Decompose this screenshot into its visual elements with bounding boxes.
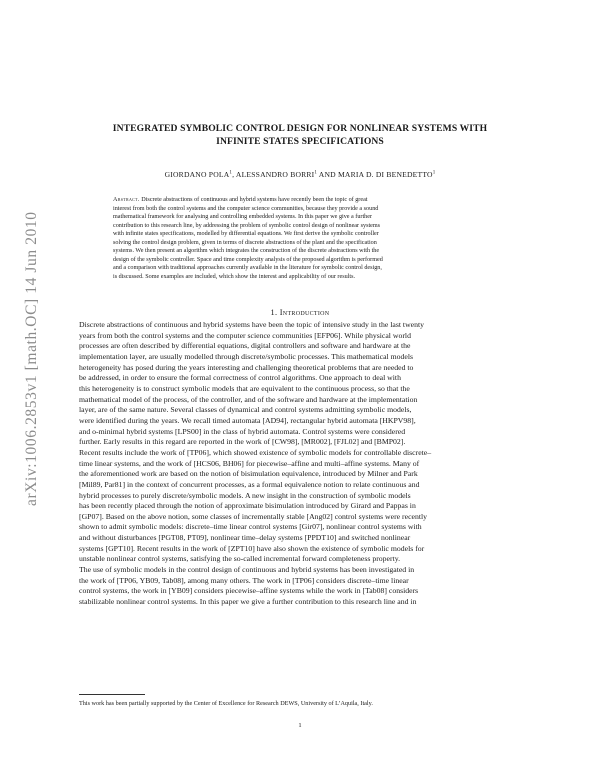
abstract-line [113, 196, 488, 205]
body-line: stabilizable nonlinear control systems. In this paper we give a further contribution to this research line and in [79, 597, 417, 607]
abstract-line: contribution to this research line, by addressing the problem of symbolic control design of nonlinear systems [113, 222, 381, 229]
footnote-rule [79, 694, 145, 695]
body-line: and without disturbances [PGT08, PT09], nonlinear time–delay systems [PPDT10] and switched nonlinear [79, 533, 411, 543]
body-line: Recent results include the work of [TP06], which showed existence of symbolic models for controllable discrete– [79, 447, 432, 457]
body-line: control systems, the work in [YB09] considers piecewise–affine systems while the work in [Tab08] considers [79, 586, 419, 596]
body-line: this heterogeneity is to construct symbolic models that are equivalent to the continuous process, so that the [79, 383, 410, 393]
title-line: INFINITE STATES SPECIFICATIONS [216, 136, 384, 147]
author-separator: AND [317, 170, 338, 179]
body-line: [GP07]. Based on the above notion, some classes of incrementally stable [Ang02] control systems were recently [79, 511, 428, 521]
body-line: and o-minimal hybrid systems [LPS00] in the class of hybrid automata. Control systems were considered [79, 426, 406, 436]
body-line: mathematical model of the process, of the controller, and of the software and hardware at the implementation [79, 394, 418, 404]
body-line: processes are often described by differential equations, digital controllers and software and hardware at the [79, 341, 411, 351]
body-line: shown to admit symbolic models: discrete–time linear control systems [Gir07], nonlinear control systems with [79, 522, 422, 532]
affiliation-mark: 1 [432, 170, 436, 176]
body-line: [Mil89, Par81] in the context of concurrent processes, as a formal equivalence notion to relate continuous and [79, 479, 420, 489]
footnote: This work has been partially supported by the Center of Excellence for Research DEWS, University of L’Aquila, Italy. [79, 700, 373, 707]
abstract [113, 196, 488, 281]
body-line: implementation layer, are usually modelled through discrete/symbolic processes. This mathematical models [79, 351, 413, 361]
title-line: INTEGRATED SYMBOLIC CONTROL DESIGN FOR NONLINEAR SYSTEMS WITH [112, 123, 488, 134]
abstract-line: systems. We then present an algorithm which integrates the construction of the discrete abstractions with the [113, 248, 380, 255]
abstract-line: and a comparison with traditional approaches currently available in the literature for symbolic control design, [113, 265, 382, 272]
abstract-line: is discussed. Some examples are included, which show the interest and applicability of our results. [113, 273, 355, 280]
body-line: has been recently placed through the notion of approximate bisimulation introduced by Girard and Pappas in [79, 501, 416, 511]
abstract-line: mathematical framework for analysing and controlling embedded systems. In this paper we give a further [113, 214, 373, 221]
arxiv-identifier: arXiv:1006.2853v1 [math.OC] 14 Jun 2010 [23, 211, 40, 506]
author-separator: , [232, 170, 236, 179]
introduction-body [79, 320, 522, 608]
author-list [80, 170, 520, 179]
abstract-line: solving the control design problem, given in terms of discrete abstractions of the plant and the specification [113, 239, 377, 246]
author-name: ALESSANDRO BORRI [235, 170, 315, 179]
abstract-line: interest from both the control systems and the computer science communities, because they provide a sound [113, 205, 379, 212]
body-line: further. Early results in this regard are reported in the work of [CW98], [MR002], [FJL02] and [BMP02]. [79, 437, 406, 447]
affiliation-mark: 1 [229, 170, 233, 176]
body-line: unstable nonlinear control systems, satisfying the so-called incremental forward completeness property. [79, 554, 401, 564]
page-number: 1 [298, 722, 302, 729]
body-line: the work of [TP06, YB09, Tab08], among many others. The work in [TP06] considers discrete–time linear [79, 575, 409, 585]
body-line: time linear systems, and the work of [HCS06, BH06] for piecewise–affine and multi–affine systems. Many of [79, 458, 420, 468]
body-line: systems [GPT10]. Recent results in the work of [ZPT10] have also shown the existence of symbolic models for [79, 543, 425, 553]
abstract-line: with infinite states specifications, modelled by differential equations. We first derive the symbolic controller [113, 231, 379, 238]
body-line: hybrid processes to purely discrete/symbolic models. A new insight in the construction of symbolic models [79, 490, 411, 500]
body-line: the aforementioned work are based on the notion of bisimulation equivalence, introduced by Milner and Park [79, 469, 418, 479]
body-line: The use of symbolic models in the control design of continuous and hybrid systems has been investigated in [79, 565, 415, 575]
body-line: layer, are of the same nature. Several classes of dynamical and control systems admitting symbolic models, [79, 405, 412, 415]
abstract-line: design of the symbolic controller. Space and time complexity analysis of the proposed algorithm is performed [113, 256, 383, 263]
abstract-text: Discrete abstractions of continuous and hybrid systems have recently been the topic of great [141, 197, 368, 203]
affiliation-mark: 1 [314, 170, 318, 176]
body-line: be addressed, in order to ensure the formal correctness of control algorithms. One approach to deal with [79, 373, 401, 383]
author-name: GIORDANO POLA [164, 170, 230, 179]
abstract-label: Abstract. [113, 197, 140, 203]
section-heading: 1. Introduction [270, 308, 330, 317]
paper-title [80, 122, 520, 148]
body-line: years from both the control systems and the computer science communities [EFP06]. While physical world [79, 330, 411, 340]
body-line: were identified during the years. We recall timed automata [AD94], rectangular hybrid automata [HKPV98], [79, 415, 416, 425]
author-name: MARIA D. DI BENEDETTO [337, 170, 433, 179]
body-line: heterogeneity has posed during the years interesting and challenging theoretical problems that are needed to [79, 362, 414, 372]
body-line: Discrete abstractions of continuous and hybrid systems have been the topic of intensive study in the last twenty [79, 320, 425, 329]
